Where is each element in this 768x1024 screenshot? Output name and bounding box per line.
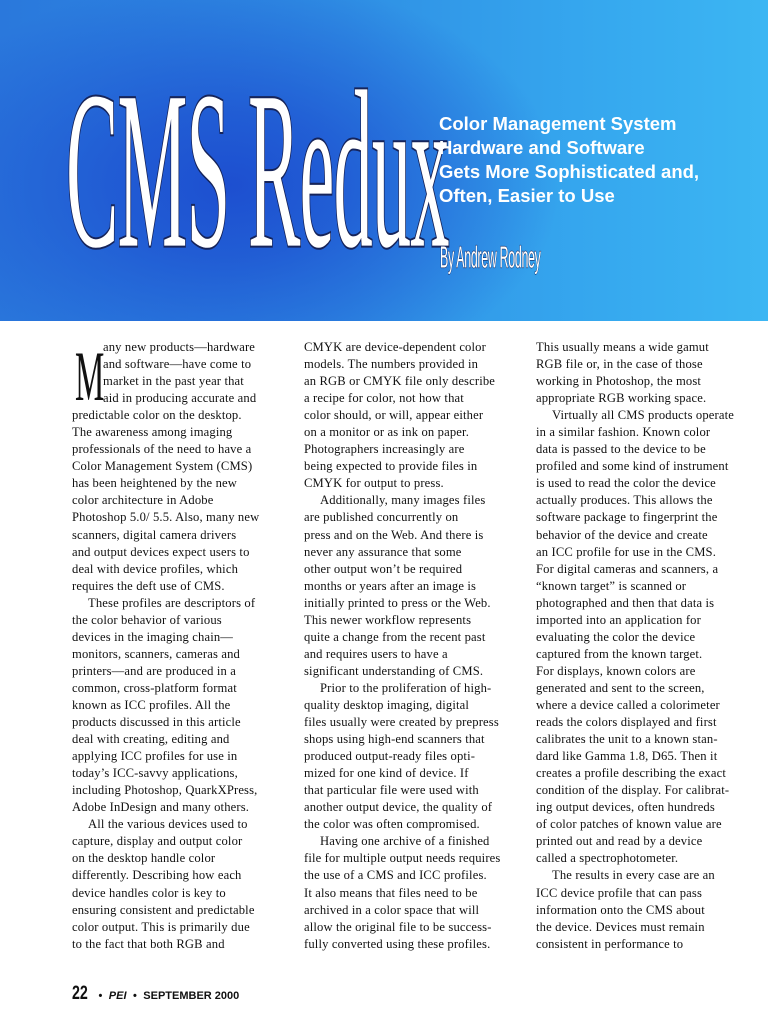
text-line: market in the past year that [103,374,244,389]
text-line: predictable color on the desktop. [72,408,242,423]
text-line: to the fact that both RGB and [72,936,225,951]
text-line: scanners, digital camera drivers [72,527,237,542]
text-line: the use of a CMS and ICC profiles. [304,868,487,883]
text-line: These profiles are descriptors of [88,595,256,610]
text-line: press and on the Web. And there is [304,527,484,542]
footer-separator: • [132,990,137,1002]
text-line: ICC device profile that can pass [536,885,703,900]
text-line: produced output-ready files opti- [304,749,476,764]
text-line: generated and sent to the screen, [536,680,705,695]
text-line: This usually means a wide gamut [536,340,709,354]
text-line: dard like Gamma 1.8, D65. Then it [536,749,718,764]
subtitle-line: Color Management System [439,113,677,134]
text-line: ing output devices, often hundreds [536,800,715,815]
text-line: condition of the display. For calibrat- [536,783,730,798]
text-line: months or years after an image is [304,578,477,593]
text-line: reads the colors displayed and first [536,715,717,730]
subtitle-line: Hardware and Software [439,137,645,158]
text-line: the color behavior of various [72,612,222,627]
text-line: working in Photoshop, the most [536,374,702,389]
text-line: shops using high-end scanners that [304,732,485,747]
text-line: calibrates the unit to a known stan- [536,732,718,747]
text-line: color output. This is primarily due [72,919,250,934]
page-footer [72,983,239,1005]
text-line: where a device called a colorimeter [536,697,720,712]
text-line: Having one archive of a finished [320,834,490,849]
text-line: significant understanding of CMS. [304,663,484,678]
text-line: It also means that files need to be [304,885,478,900]
text-line: any new products—hardware [103,340,256,354]
text-line: are published concurrently on [304,510,459,525]
text-line: deal with creating, editing and [72,732,230,747]
text-line: file for multiple output needs requires [304,851,501,866]
text-line: and requires users to have a [304,646,448,661]
text-line: professionals of the need to have a [72,442,252,457]
text-line: ensuring consistent and predictable [72,902,255,917]
text-line: Prior to the proliferation of high- [320,680,492,695]
text-line: data is passed to the device to be [536,442,706,457]
header-banner [0,0,768,321]
text-line: Virtually all CMS products operate [552,408,735,423]
text-line: a recipe for color, not how that [304,391,464,406]
text-line: “known target” is scanned or [536,578,687,593]
text-line: quite a change from the recent past [304,629,486,644]
text-line: All the various devices used to [88,817,248,832]
text-line: printers—and are produced in a [72,663,236,678]
text-line: including Photoshop, QuarkXPress, [72,783,258,798]
text-line: called a spectrophotometer. [536,851,679,866]
text-line: deal with device profiles, which [72,561,239,576]
text-line: files usually were created by prepress [304,715,499,730]
text-line: never any assurance that some [304,544,462,559]
text-line: another output device, the quality of [304,800,493,815]
text-line: software package to fingerprint the [536,510,718,525]
article-title: CMS Redux [66,45,449,296]
text-line: Additionally, many images files [320,493,486,508]
text-line: differently. Describing how each [72,868,242,883]
text-line: has been heightened by the new [72,476,238,491]
text-line: For digital cameras and scanners, a [536,561,719,576]
text-line: the device. Devices must remain [536,919,705,934]
text-line: models. The numbers provided in [304,357,479,372]
text-line: Adobe InDesign and many others. [72,800,250,815]
page-number: 22 [72,983,88,1004]
drop-cap: M [75,337,105,416]
text-line: an RGB or CMYK file only describe [304,374,496,389]
text-line: information onto the CMS about [536,902,705,917]
text-line: photographed and then that data is [536,595,715,610]
text-line: RGB file or, in the case of those [536,357,703,372]
text-line: on a monitor or as ink on paper. [304,425,469,440]
article-subtitle [439,112,759,208]
text-line: that particular file were used with [304,783,479,798]
text-line: captured from the known target. [536,646,703,661]
text-line: applying ICC profiles for use in [72,749,238,764]
text-line: Photographers increasingly are [304,442,465,457]
text-line: color architecture in Adobe [72,493,214,508]
text-line: the color was often compromised. [304,817,480,832]
text-line: color should, or will, appear either [304,408,484,423]
text-line: This newer workflow represents [304,612,472,627]
subtitle-line: Often, Easier to Use [439,185,615,206]
text-line: other output won’t be required [304,561,463,576]
text-line: evaluating the color the device [536,629,696,644]
text-line: Color Management System (CMS) [72,459,253,474]
text-line: being expected to provide files in [304,459,478,474]
text-line: of color patches of known value are [536,817,722,832]
text-line: allow the original file to be success- [304,919,492,934]
issue-date: SEPTEMBER 2000 [143,990,240,1002]
text-line: known as ICC profiles. All the [72,697,231,712]
text-line: quality desktop imaging, digital [304,697,470,712]
magazine-name: PEI [108,990,127,1002]
text-line: CMYK are device-dependent color [304,340,486,354]
text-line: today’s ICC-savvy applications, [72,766,238,781]
text-line: behavior of the device and create [536,527,708,542]
text-line: consistent in performance to [536,936,684,951]
text-line: and software—have come to [103,357,252,372]
text-line: devices in the imaging chain— [72,629,234,644]
text-line: device handles color is key to [72,885,226,900]
article-column-3 [536,339,743,953]
text-line: appropriate RGB working space. [536,391,707,406]
text-line: For displays, known colors are [536,663,696,678]
article-column-1 [72,339,279,953]
text-line: is used to read the color the device [536,476,716,491]
text-line: CMYK for output to press. [304,476,444,491]
text-line: imported into an application for [536,612,701,627]
text-line: common, cross-platform format [72,680,237,695]
author-byline: By Andrew Rodney [440,241,541,276]
text-line: on the desktop handle color [72,851,216,866]
text-line: an ICC profile for use in the CMS. [536,544,716,559]
text-line: creates a profile describing the exact [536,766,726,781]
text-line: profiled and some kind of instrument [536,459,729,474]
text-line: products discussed in this article [72,715,241,730]
text-line: actually produces. This allows the [536,493,713,508]
text-line: aid in producing accurate and [103,391,257,406]
text-line: and output devices expect users to [72,544,250,559]
subtitle-line: Gets More Sophisticated and, [439,161,700,182]
text-line: requires the deft use of CMS. [72,578,225,593]
text-line: monitors, scanners, cameras and [72,646,240,661]
article-column-2 [304,339,511,953]
text-line: fully converted using these profiles. [304,936,491,951]
text-line: archived in a color space that will [304,902,480,917]
text-line: printed out and read by a device [536,834,703,849]
text-line: The results in every case are an [552,868,715,883]
text-line: mized for one kind of device. If [304,766,469,781]
text-line: in a similar fashion. Known color [536,425,711,440]
text-line: The awareness among imaging [72,425,233,440]
text-line: initially printed to press or the Web. [304,595,491,610]
footer-separator: • [98,990,103,1002]
text-line: Photoshop 5.0/ 5.5. Also, many new [72,510,260,525]
text-line: capture, display and output color [72,834,243,849]
